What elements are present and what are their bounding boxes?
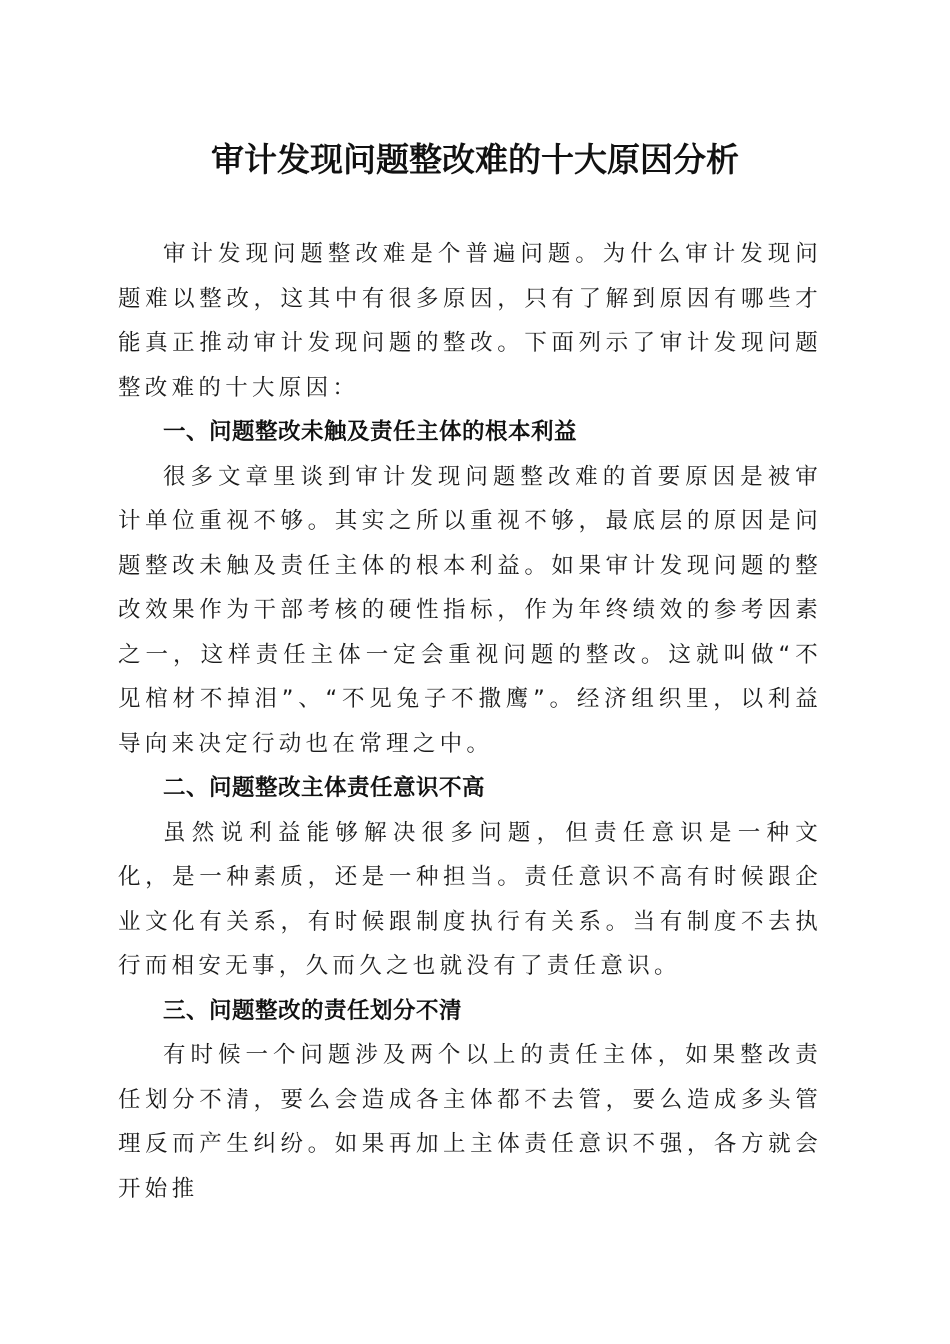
section-paragraph-1: 很多文章里谈到审计发现问题整改难的首要原因是被审计单位重视不够。其实之所以重视不够，最底层的原因是问题整改未触及责任主体的根本利益。如果审计发现问题的整改效果作为干部考核的硬性指标，作为年终绩效的参考因素之一，这样责任主体一定会重视问题的整改。这就叫做“不见棺材不掉泪”、“不见兔子不撒鹰”。经济组织里，以利益导向来决定行动也在常理之中。 xyxy=(118,463,822,757)
document-body xyxy=(118,232,822,1211)
section-paragraph-2: 虽然说利益能够解决很多问题，但责任意识是一种文化，是一种素质，还是一种担当。责任意识不高有时候跟企业文化有关系，有时候跟制度执行有关系。当有制度不去执行而相安无事，久而久之也就没有了责任意识。 xyxy=(118,819,822,979)
section-heading-2: 二、问题整改主体责任意识不高 xyxy=(163,775,486,801)
section-paragraph-3: 有时候一个问题涉及两个以上的责任主体，如果整改责任划分不清，要么会造成各主体都不去管，要么造成多头管理反而产生纠纷。如果再加上主体责任意识不强，各方就会开始推 xyxy=(118,1042,822,1202)
document-title: 审计发现问题整改难的十大原因分析 xyxy=(211,140,739,179)
intro-paragraph: 审计发现问题整改难是个普遍问题。为什么审计发现问题难以整改，这其中有很多原因，只有了解到原因有哪些才能真正推动审计发现问题的整改。下面列示了审计发现问题整改难的十大原因： xyxy=(118,241,822,401)
section-heading-1: 一、问题整改未触及责任主体的根本利益 xyxy=(163,419,578,445)
section-heading-3: 三、问题整改的责任划分不清 xyxy=(163,997,463,1024)
